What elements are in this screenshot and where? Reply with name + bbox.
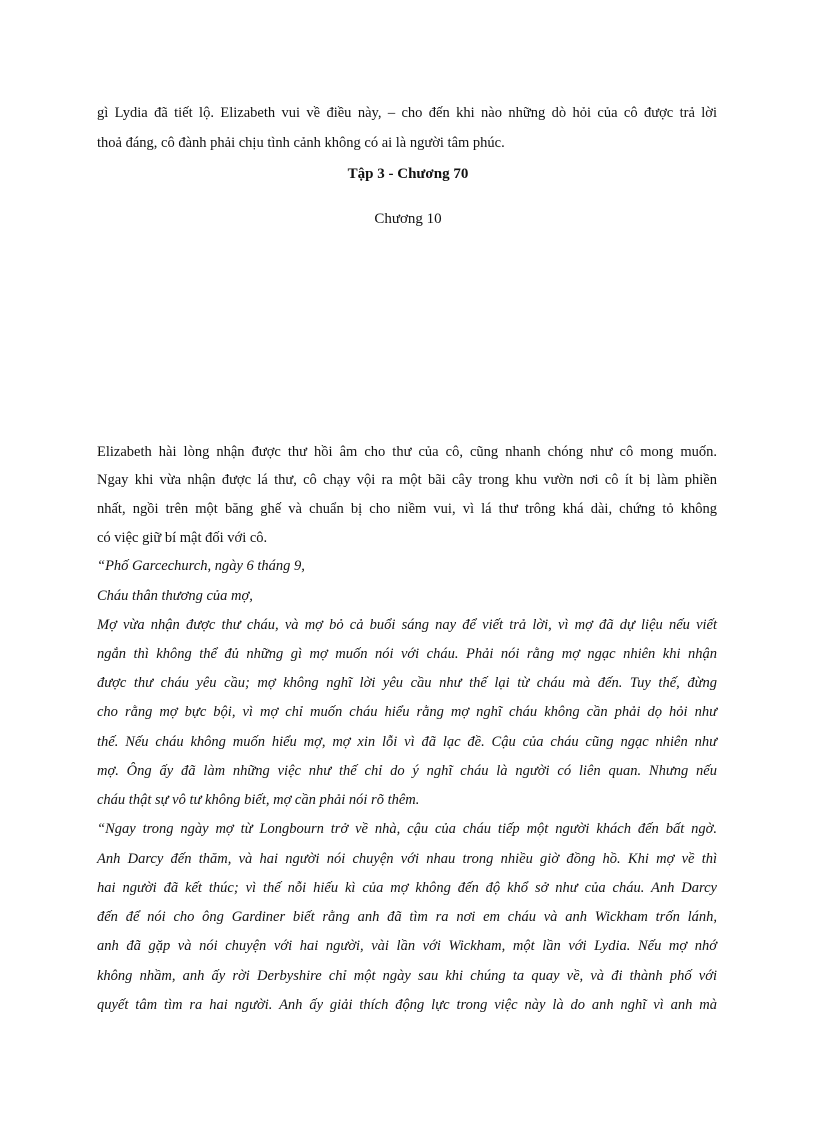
letter-paragraph-1-line-5: thế. Nếu cháu không muốn hiểu mợ, mợ xin lỗi vì đã lạc đề. Cậu của cháu cũng ngạc nhiên như bbox=[97, 734, 717, 750]
letter-paragraph-2-line-4: đến để nói cho ông Gardiner biết rằng anh đã tìm ra nơi em cháu và anh Wickham trốn lánh, bbox=[97, 909, 717, 925]
letter-paragraph-2-line-6: không nhầm, anh ấy rời Derbyshire chỉ một ngày sau khi chúng ta quay về, và đi thành phố với bbox=[97, 968, 717, 984]
letter-paragraph-1-line-4: cho rằng mợ bực bội, vì mợ chỉ muốn cháu hiểu rằng mợ nghĩ cháu không cần phải dọ hỏi như bbox=[97, 704, 717, 720]
letter-paragraph-2-line-7: quyết tâm tìm ra hai người. Anh ấy giải thích động lực trong việc này là do anh nghĩ vì anh mà bbox=[97, 997, 717, 1013]
letter-date: “Phố Garcechurch, ngày 6 tháng 9, bbox=[97, 558, 305, 574]
letter-paragraph-2-line-5: anh đã gặp và nói chuyện với hai người, vài lần với Wickham, một lần với Lydia. Nếu mợ nhớ bbox=[97, 938, 717, 954]
letter-paragraph-2-line-2: Anh Darcy đến thăm, và hai người nói chuyện với nhau trong nhiều giờ đồng hồ. Khi mợ về thì bbox=[97, 851, 717, 867]
letter-paragraph-2-line-1: “Ngay trong ngày mợ từ Longbourn trở về nhà, cậu của cháu tiếp một người khách đến bất ngờ. bbox=[97, 821, 717, 837]
letter-paragraph-1-line-1: Mợ vừa nhận được thư cháu, và mợ bỏ cả buổi sáng nay để viết trả lời, vì mợ đã dự liệu nếu viết bbox=[97, 617, 717, 633]
body-paragraph-1-line-2: Ngay khi vừa nhận được lá thư, cô chạy vội ra một bãi cây trong khu vườn nơi cô ít bị làm phiền bbox=[97, 472, 717, 488]
chapter-subtitle: Chương 10 bbox=[374, 211, 442, 227]
letter-paragraph-1-line-2: ngắn thì không thể đủ những gì mợ muốn nói với cháu. Phải nói rằng mợ ngạc nhiên khi nhận bbox=[97, 646, 717, 662]
letter-paragraph-2-line-3: hai người đã kết thúc; vì thế nỗi hiếu kì của mợ không đến độ khổ sở như của cháu. Anh Darcy bbox=[97, 880, 717, 896]
letter-paragraph-1-line-6: mợ. Ông ấy đã làm những việc như thế chỉ do ý nghĩ cháu là người có liên quan. Nhưng nếu bbox=[97, 763, 717, 779]
letter-paragraph-1-line-3: được thư cháu yêu cầu; mợ không nghĩ lời yêu cầu như thế lại từ cháu mà đến. Tuy thế, đừng bbox=[97, 675, 717, 691]
body-paragraph-1-line-3: nhất, ngồi trên một băng ghế và chuẩn bị cho niềm vui, vì lá thư trông khá dài, chứng tỏ không bbox=[97, 501, 717, 517]
intro-line-1: gì Lydia đã tiết lộ. Elizabeth vui về điều này, – cho đến khi nào những dò hỏi của cô được trả lời bbox=[97, 105, 717, 121]
chapter-title: Tập 3 - Chương 70 bbox=[347, 166, 469, 182]
body-paragraph-1-line-4: có việc giữ bí mật đối với cô. bbox=[97, 530, 268, 546]
body-paragraph-1-line-1: Elizabeth hài lòng nhận được thư hồi âm cho thư của cô, cũng nhanh chóng như cô mong muốn. bbox=[97, 444, 717, 460]
letter-paragraph-1-line-7: cháu thật sự vô tư không biết, mợ cần phải nói rõ thêm. bbox=[97, 792, 420, 808]
intro-line-2: thoả đáng, cô đành phải chịu tình cảnh không có ai là người tâm phúc. bbox=[97, 135, 505, 151]
letter-salutation: Cháu thân thương của mợ, bbox=[97, 588, 253, 604]
